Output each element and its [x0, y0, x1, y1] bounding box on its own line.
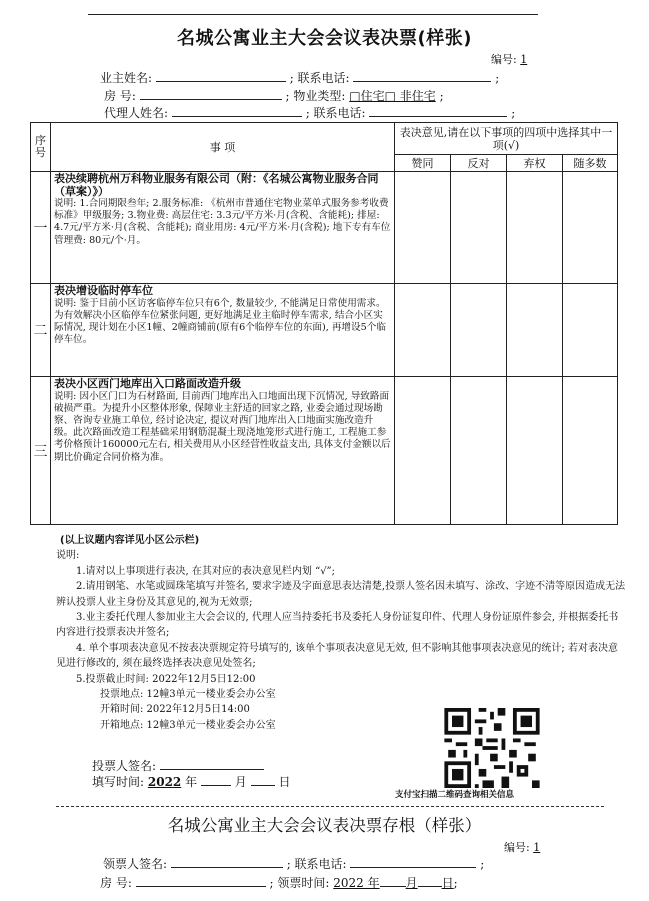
open-place: 开箱地点: 12幢3单元一楼业委会办公室 — [100, 719, 276, 731]
row-semicolon: ; — [480, 857, 485, 871]
stub-row-1 — [103, 855, 484, 872]
voter-sign-row — [92, 757, 264, 774]
stub-row-2 — [100, 874, 458, 891]
receive-year-value[interactable]: 2022 年 — [333, 876, 380, 890]
property-type-options[interactable]: □住宅□ 非住宅 — [349, 89, 436, 103]
row-semicolon: ; — [439, 89, 444, 103]
notes-heading: 说明: — [56, 550, 80, 562]
notes-section — [56, 533, 626, 733]
month-unit: 月 — [234, 775, 247, 789]
stub-serial-number — [504, 839, 540, 855]
serial-value: 1 — [520, 53, 528, 66]
vote-agree-cell[interactable] — [395, 172, 451, 284]
day-unit: 日 — [441, 876, 454, 890]
col-seq-header: 序号 — [31, 123, 51, 172]
vote-abstain-cell[interactable] — [507, 377, 563, 525]
owner-info-row-2 — [104, 87, 444, 104]
receiver-sign-label: 领票人签名: — [103, 857, 168, 871]
item-title: 表决增设临时停车位 — [54, 284, 153, 297]
vote-abstain-cell[interactable] — [507, 172, 563, 284]
vote-majority-cell[interactable] — [563, 377, 618, 525]
option-agree-header: 赞同 — [395, 155, 451, 172]
fill-year-value[interactable]: 2022 — [147, 775, 182, 789]
item-title: 表决小区西门地库出入口路面改造升级 — [54, 377, 241, 390]
item-description: 说明: 1.合同期限叁年; 2.服务标准: 《杭州市普通住宅物业菜单式服务参考收费标准》甲级服务; 3.物业费: 高层住宅: 3.3元/平方米·月(含税、含能耗); 排屋: 4.7元/平方米·月(含税、含能耗); 商业用房: 4元/平方米·月(含税); 地下专有车位管理费: 80元/个·月。 — [54, 198, 391, 246]
receive-time-label: ; 领票时间: — [269, 876, 330, 890]
qr-caption: 支付宝扫描二维码查询相关信息 — [395, 790, 515, 800]
fill-day-field[interactable] — [251, 773, 275, 786]
day-unit: 日 — [278, 775, 291, 789]
stub-serial-label: 编号: — [504, 841, 530, 854]
option-majority-header: 随多数 — [563, 155, 618, 172]
agent-name-field[interactable] — [172, 104, 302, 117]
voter-sign-field[interactable] — [160, 757, 264, 770]
receive-month-field[interactable] — [380, 874, 406, 887]
col-item-header: 事 项 — [51, 123, 395, 172]
vote-oppose-cell[interactable] — [451, 284, 507, 377]
year-unit: 年 — [185, 775, 198, 789]
stub-room-field[interactable] — [136, 874, 266, 887]
table-row — [31, 284, 618, 377]
note-5: 5.投票截止时间: 2022年12月5日12:00 — [76, 673, 256, 685]
row-seq: 二 — [31, 284, 51, 377]
room-field[interactable] — [140, 87, 282, 100]
note-4: 4. 单个事项表决意见不按表决票规定符号填写的, 该单个事项表决意见无效, 但不影响其他事项表决意见的统计; 若对表决意见进行修改的, 须在最终选择表决意见处签名; — [56, 642, 618, 670]
fill-time-label: 填写时间: — [92, 775, 145, 789]
item-description: 说明: 因小区门口为石材路面, 目前西门地库出入口地面出现下沉情况, 导致路面破损严重。为提升小区整体形象, 保障业主舒适的回家之路, 业委会通过现场勘察、咨询专业施工单位, 经讨论决定, 提议对西门地库出入口地面实施改造升级。此次路面改造工程基础采用钢筋混凝土现浇地笼形式进行施工, 工程施工参考价格预计160000元左右, 相关费用从小区经营性收益支出, 具体支付金额以后期比价确定合同价格为准。 — [54, 390, 391, 463]
vote-abstain-cell[interactable] — [507, 284, 563, 377]
agent-phone-label: ; 联系电话: — [305, 106, 366, 120]
vote-majority-cell[interactable] — [563, 284, 618, 377]
row-semicolon: ; — [495, 71, 500, 85]
receive-day-field[interactable] — [418, 874, 442, 887]
property-type-label: ; 物业类型: — [285, 89, 346, 103]
top-rule — [88, 14, 538, 15]
owner-info-row-3 — [104, 104, 515, 121]
voter-sign-label: 投票人签名: — [92, 759, 157, 773]
item-cell — [51, 172, 395, 284]
receiver-sign-field[interactable] — [171, 855, 283, 868]
fill-month-field[interactable] — [201, 773, 231, 786]
stub-title: 名城公寓业主大会会议表决票存根（样张） — [167, 816, 482, 835]
row-semicolon: ; — [453, 876, 458, 890]
phone-field[interactable] — [353, 69, 491, 82]
item-title: 表决续聘杭州万科物业服务有限公司（附：《名城公寓物业服务合同（草案）》） — [54, 172, 379, 198]
phone-label: ; 联系电话: — [289, 71, 350, 85]
owner-info-row-1 — [100, 69, 499, 86]
table-row — [31, 377, 618, 525]
item-description: 说明: 鉴于目前小区访客临停车位只有6个, 数量较少, 不能满足日常使用需求。为有效解决小区临停车位紧张问题, 更好地满足业主临时停车需求, 结合小区实际情况, 现计划在小区1幢、2幢商铺前(原有6个临停车位的东面), 再增设5个临停车位。 — [54, 297, 386, 346]
opinion-hint: 表决意见,请在以下事项的四项中选择其中一项(√) — [395, 123, 618, 155]
qr-code-icon[interactable] — [444, 708, 540, 788]
serial-label: 编号: — [491, 53, 517, 66]
vote-agree-cell[interactable] — [395, 377, 451, 525]
vote-agree-cell[interactable] — [395, 284, 451, 377]
stub-serial-value: 1 — [533, 841, 541, 854]
open-time: 开箱时间: 2022年12月5日14:00 — [100, 704, 250, 716]
note-2: 2.请用钢笔、水笔或圆珠笔填写并签名, 要求字迹及字面意思表达清楚,投票人签名因未填写、涂改、字迹不清等原因造成无法辨认投票人业主身份及其意见的,视为无效票; — [56, 581, 626, 608]
stub-phone-label: ; 联系电话: — [286, 857, 347, 871]
row-semicolon: ; — [511, 106, 516, 120]
note-3: 3.业主委托代理人参加业主大会会议的, 代理人应当持委托书及委托人身份证复印件、代理人身份证原件参会, 并根据委托书内容进行投票表决并签名; — [56, 612, 619, 639]
option-abstain-header: 弃权 — [507, 155, 563, 172]
stub-phone-field[interactable] — [350, 855, 476, 868]
serial-number — [491, 51, 527, 67]
item-cell — [51, 377, 395, 525]
cut-line — [56, 806, 604, 807]
agent-name-label: 代理人姓名: — [104, 106, 169, 120]
item-cell — [51, 284, 395, 377]
owner-name-field[interactable] — [156, 69, 286, 82]
publicity-note: (以上议题内容详见小区公示栏) — [60, 535, 200, 546]
agent-phone-field[interactable] — [369, 104, 507, 117]
vote-table — [30, 122, 618, 525]
room-label: 房 号: — [104, 89, 136, 103]
note-1: 1.请对以上事项进行表决, 在其对应的表决意见栏内划 “√”; — [76, 565, 336, 577]
row-seq: 三 — [31, 377, 51, 525]
page-title: 名城公寓业主大会会议表决票(样张) — [177, 28, 472, 49]
vote-oppose-cell[interactable] — [451, 172, 507, 284]
row-seq: 一 — [31, 172, 51, 284]
vote-oppose-cell[interactable] — [451, 377, 507, 525]
stub-room-label: 房 号: — [100, 876, 132, 890]
month-unit: 月 — [405, 876, 418, 890]
table-row — [31, 172, 618, 284]
option-oppose-header: 反对 — [451, 155, 507, 172]
vote-majority-cell[interactable] — [563, 172, 618, 284]
vote-place: 投票地点: 12幢3单元一楼业委会办公室 — [100, 689, 276, 701]
owner-name-label: 业主姓名: — [100, 71, 153, 85]
fill-time-row — [92, 773, 290, 790]
